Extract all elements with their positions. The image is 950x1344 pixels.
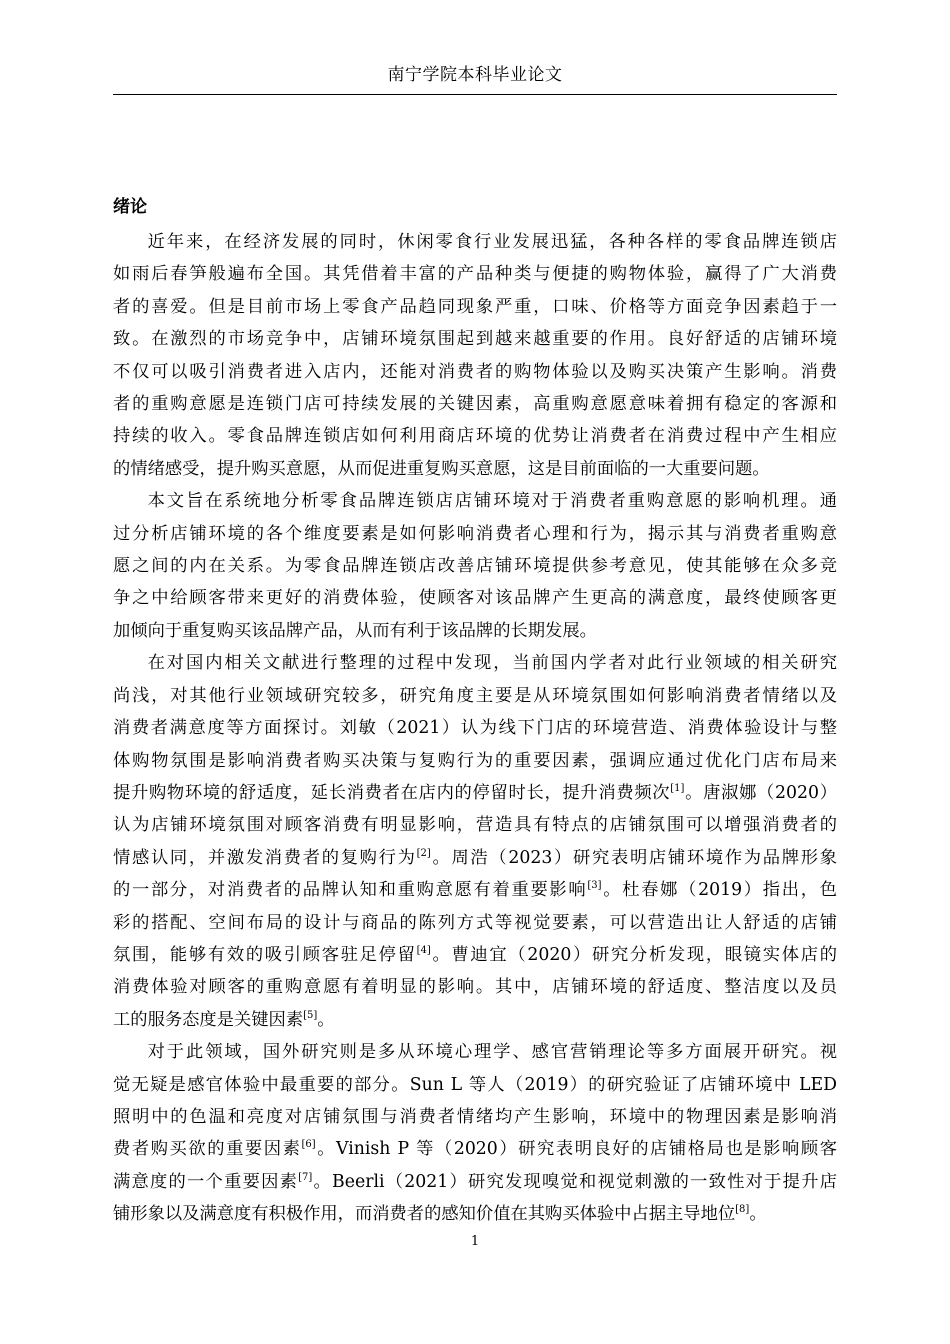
text-line: 认为店铺环境氛围对顾客消费有明显影响，营造具有特点的店铺氛围可以增强消费者的 bbox=[113, 815, 837, 836]
paragraph bbox=[113, 226, 837, 485]
text-line: 工的服务态度是关键因素[5]。 bbox=[113, 1009, 335, 1030]
text-line: 近年来，在经济发展的同时，休闲零食行业发展迅猛，各种各样的零食品牌连锁店 bbox=[147, 232, 837, 252]
text-line: 彩的搭配、空间布局的设计与商品的陈列方式等视觉要素，可以营造出让人舒适的店铺 bbox=[113, 912, 837, 933]
text-line: 过分析店铺环境的各个维度要素是如何影响消费者心理和行为，揭示其与消费者重购意 bbox=[113, 523, 837, 544]
text-line: 在对国内相关文献进行整理的过程中发现，当前国内学者对此行业领域的相关研究 bbox=[147, 653, 837, 674]
text-line: 对于此领域，国外研究则是多从环境心理学、感官营销理论等多方面展开研究。视 bbox=[147, 1042, 837, 1063]
citation-marker: [2] bbox=[416, 847, 431, 859]
citation-marker: [7] bbox=[298, 1172, 313, 1184]
text-line: 者的重购意愿是连锁门店可持续发展的关键因素，高重购意愿意味着拥有稳定的客源和 bbox=[113, 394, 837, 415]
paragraph bbox=[113, 647, 837, 1036]
text-line: 觉无疑是感官体验中最重要的部分。Sun L 等人（2019）的研究验证了店铺环境中 LED bbox=[113, 1074, 837, 1095]
citation-marker: [3] bbox=[587, 880, 602, 892]
text-line: 者的喜爱。但是目前市场上零食产品趋同现象严重，口味、价格等方面竞争因素趋于一 bbox=[113, 296, 837, 317]
text-line: 满意度的一个重要因素[7]。Beerli（2021）研究发现嗅觉和视觉刺激的一致性对于提升店 bbox=[113, 1171, 837, 1192]
text-line: 持续的收入。零食品牌连锁店如何利用商店环境的优势让消费者在消费过程中产生相应 bbox=[113, 426, 837, 447]
text-line: 不仅可以吸引消费者进入店内，还能对消费者的购物体验以及购买决策产生影响。消费 bbox=[113, 361, 837, 382]
text-line: 尚浅，对其他行业领域研究较多，研究角度主要是从环境氛围如何影响消费者情绪以及 bbox=[113, 685, 837, 706]
paragraph bbox=[113, 485, 837, 647]
text-line: 情感认同，并激发消费者的复购行为[2]。周浩（2023）研究表明店铺环境作为品牌形象 bbox=[113, 847, 837, 868]
text-line: 铺形象以及满意度有积极作用，而消费者的感知价值在其购买体验中占据主导地位[8]。 bbox=[113, 1204, 767, 1225]
paragraph bbox=[113, 1036, 837, 1230]
citation-marker: [1] bbox=[670, 783, 685, 795]
header-rule bbox=[113, 94, 837, 95]
text-line: 如雨后春笋般遍布全国。其凭借着丰富的产品种类与便捷的购物体验，赢得了广大消费 bbox=[113, 264, 837, 285]
citation-marker: [6] bbox=[301, 1139, 316, 1151]
text-line: 致。在激烈的市场竞争中，店铺环境氛围起到越来越重要的作用。良好舒适的店铺环境 bbox=[113, 329, 837, 350]
page-header-title: 南宁学院本科毕业论文 bbox=[387, 65, 563, 85]
text-line: 本文旨在系统地分析零食品牌连锁店店铺环境对于消费者重购意愿的影响机理。通 bbox=[147, 491, 837, 512]
text-line: 体购物氛围是影响消费者购买决策与复购行为的重要因素，强调应通过优化门店布局来 bbox=[113, 750, 837, 771]
text-line: 氛围，能够有效的吸引顾客驻足停留[4]。曹迪宜（2020）研究分析发现，眼镜实体店的 bbox=[113, 944, 837, 965]
text-line: 提升购物环境的舒适度，延长消费者在店内的停留时长，提升消费频次[1]。唐淑娜（2020） bbox=[113, 782, 837, 803]
text-line: 照明中的色温和亮度对店铺氛围与消费者情绪均产生影响，环境中的物理因素是影响消 bbox=[113, 1106, 837, 1127]
text-line: 消费体验对顾客的重购意愿有着明显的影响。其中，店铺环境的舒适度、整洁度以及员 bbox=[113, 977, 837, 998]
citation-marker: [8] bbox=[735, 1204, 750, 1216]
text-line: 消费者满意度等方面探讨。刘敏（2021）认为线下门店的环境营造、消费体验设计与整 bbox=[113, 718, 837, 739]
section-heading: 绪论 bbox=[113, 197, 147, 217]
text-line: 争之中给顾客带来更好的消费体验，使顾客对该品牌产生更高的满意度，最终使顾客更 bbox=[113, 588, 837, 609]
text-line: 费者购买欲的重要因素[6]。Vinish P 等（2020）研究表明良好的店铺格局也是影响顾客 bbox=[113, 1139, 837, 1160]
text-line: 的情绪感受，提升购买意愿，从而促进重复购买意愿，这是目前面临的一大重要问题。 bbox=[113, 458, 770, 479]
page-number: 1 bbox=[470, 1234, 480, 1249]
text-line: 加倾向于重复购买该品牌产品，从而有利于该品牌的长期发展。 bbox=[113, 620, 597, 641]
text-line: 的一部分，对消费者的品牌认知和重购意愿有着重要影响[3]。杜春娜（2019）指出，色 bbox=[113, 880, 837, 901]
text-line: 愿之间的内在关系。为零食品牌连锁店改善店铺环境提供参考意见，使其能够在众多竞 bbox=[113, 556, 837, 577]
citation-marker: [5] bbox=[303, 1009, 318, 1021]
body-text bbox=[113, 226, 837, 1231]
citation-marker: [4] bbox=[416, 945, 431, 957]
